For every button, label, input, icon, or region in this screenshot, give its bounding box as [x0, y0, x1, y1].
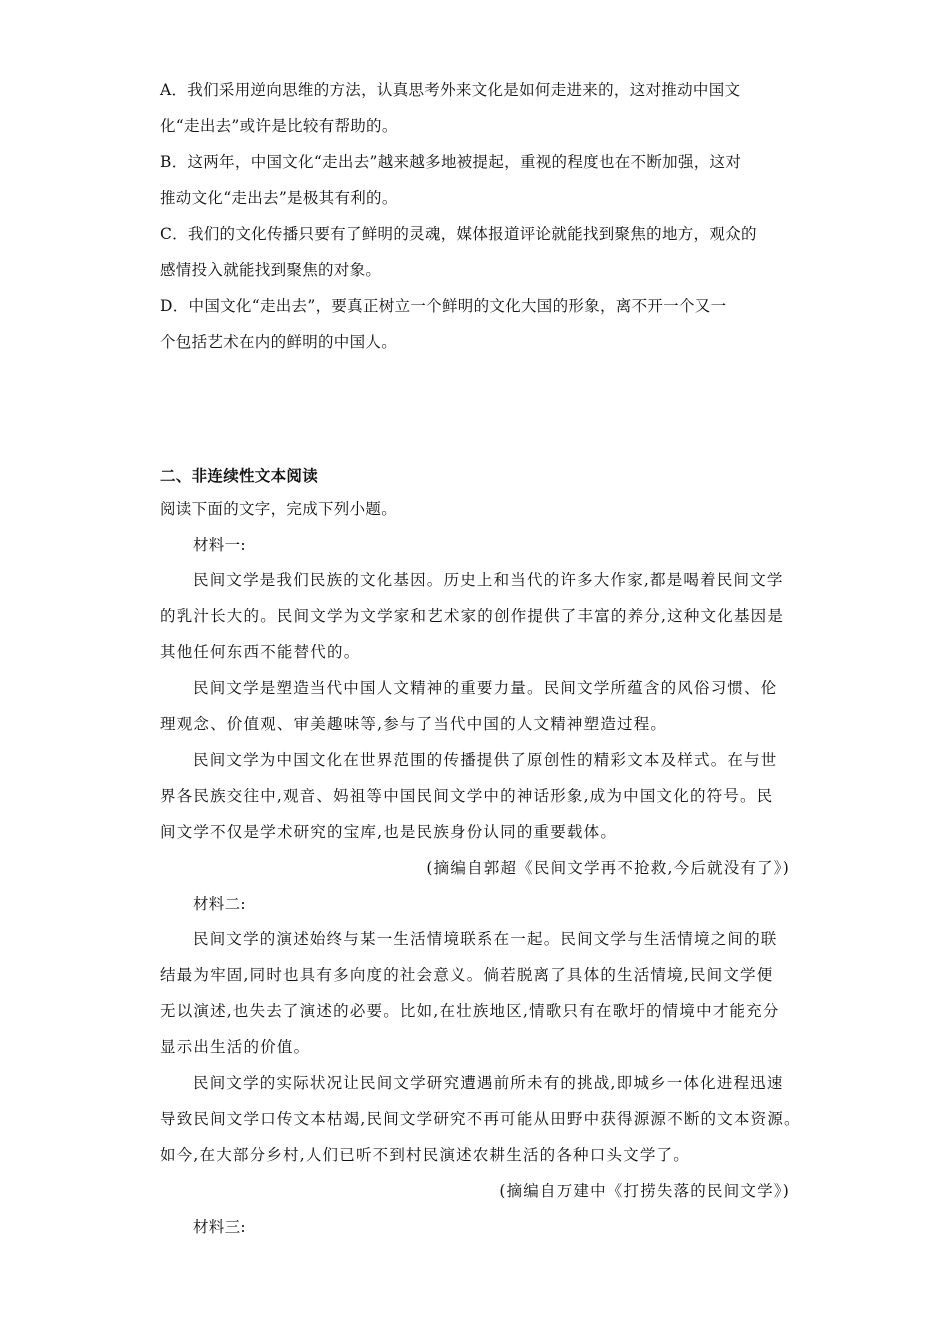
material-2-line: 民间文学的演述始终与某一生活情境联系在一起。民间文学与生活情境之间的联	[193, 930, 778, 948]
material-2-line: 结最为牢固,同时也具有多向度的社会意义。倘若脱离了具体的生活情境,民间文学便	[160, 966, 774, 984]
material-2-line: 无以演述,也失去了演述的必要。比如,在壮族地区,情歌只有在歌圩的情境中才能充分	[160, 1002, 780, 1020]
section-heading: 二、非连续性文本阅读	[160, 467, 319, 485]
option-d-line-2: 个包括艺术在内的鲜明的中国人。	[160, 333, 398, 351]
material-1-line: 的乳汁长大的。民间文学为文学家和艺术家的创作提供了丰富的养分,这种文化基因是	[160, 607, 785, 625]
option-d-line-1: D．中国文化“走出去”，要真正树立一个鲜明的文化大国的形象，离不开一个又一	[160, 297, 727, 315]
material-2-line: 民间文学的实际状况让民间文学研究遭遇前所未有的挑战,即城乡一体化进程迅速	[193, 1074, 784, 1092]
material-1-line: 其他任何东西不能替代的。	[160, 643, 361, 661]
option-b-line-2: 推动文化“走出去”是极其有利的。	[160, 189, 398, 207]
material-1-line: 界各民族交往中,观音、妈祖等中国民间文学中的神话形象,成为中国文化的符号。民	[160, 787, 774, 805]
option-c-line-1: C．我们的文化传播只要有了鲜明的灵魂，媒体报道评论就能找到聚焦的地方，观众的	[160, 225, 757, 243]
material-1-line: 民间文学为中国文化在世界范围的传播提供了原创性的精彩文本及样式。在与世	[193, 751, 778, 769]
section-instruction: 阅读下面的文字，完成下列小题。	[160, 500, 398, 518]
option-a-line-2: 化“走出去”或许是比较有帮助的。	[160, 117, 398, 135]
material-2-line: 显示出生活的价值。	[160, 1038, 311, 1056]
material-2-line: 导致民间文学口传文本枯竭,民间文学研究不再可能从田野中获得源源不断的文本资源。	[160, 1110, 801, 1128]
material-1-source: (摘编自郭超《民间文学再不抢救,今后就没有了》)	[426, 859, 790, 877]
material-1-title: 材料一:	[193, 536, 246, 554]
material-3-title: 材料三:	[193, 1218, 246, 1236]
material-1-line: 民间文学是我们民族的文化基因。历史上和当代的许多大作家,都是喝着民间文学	[193, 571, 784, 589]
option-c-line-2: 感情投入就能找到聚焦的对象。	[160, 261, 382, 279]
material-1-line: 理观念、价值观、审美趣味等,参与了当代中国的人文精神塑造过程。	[160, 715, 668, 733]
material-2-source: (摘编自万建中《打捞失落的民间文学》)	[499, 1182, 790, 1200]
material-1-line: 民间文学是塑造当代中国人文精神的重要力量。民间文学所蕴含的风俗习惯、伦	[193, 679, 778, 697]
material-1-line: 间文学不仅是学术研究的宝库,也是民族身份认同的重要载体。	[160, 823, 618, 841]
material-2-title: 材料二:	[193, 895, 246, 913]
option-b-line-1: B．这两年，中国文化“走出去”越来越多地被提起，重视的程度也在不断加强，这对	[160, 153, 742, 171]
option-a-line-1: A．我们采用逆向思维的方法，认真思考外来文化是如何走进来的，这对推动中国文	[160, 81, 741, 99]
material-2-line: 如今,在大部分乡村,人们已听不到村民演述农耕生活的各种口头文学了。	[160, 1146, 690, 1164]
